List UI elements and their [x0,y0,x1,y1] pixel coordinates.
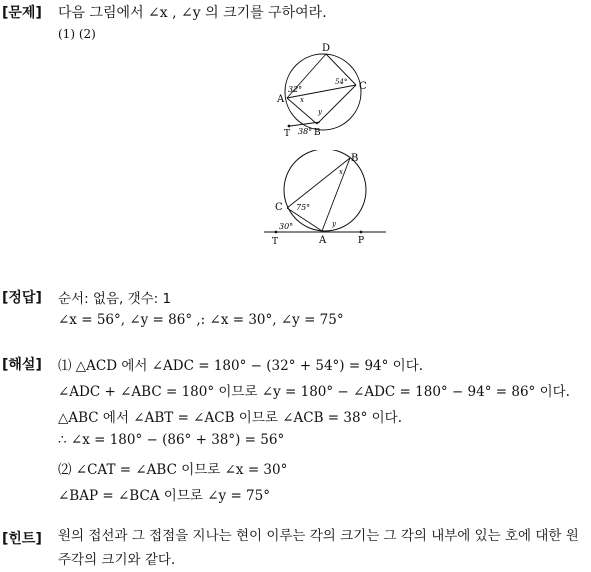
angle-32: 32° [288,85,303,94]
var-y: y [332,220,336,228]
solution-line-5: ⑵ ∠CAT = ∠ABC 이므로 ∠x = 30° [58,462,288,478]
angle-75: 75° [296,203,311,212]
point-t-dot [275,231,278,234]
problem-label: [문제] [2,5,42,21]
label-c: C [359,81,367,92]
problem-question: 다음 그림에서 ∠x , ∠y 의 크기를 구하여라. [58,5,327,21]
var-x: x [300,96,304,104]
solution-line-2: ∠ADC + ∠ABC = 180° 이므로 ∠y = 180° − ∠ADC = 180° − 94° = 86° 이다. [58,384,570,400]
figure-2 [262,150,392,248]
hint-text: 원의 접선과 그 접점을 지나는 현이 이루는 각의 크기는 그 각의 내부에 있는 호에 대한 원주각의 크기와 같다. [58,528,579,568]
label-t: T [272,237,279,247]
answer-label: [정답] [2,290,42,306]
angle-54: 54° [335,78,348,86]
sub-figure-labels: (1) (2) [58,27,96,41]
label-a: A [319,235,327,246]
label-d: D [322,43,331,54]
answer-value: ∠x = 56°, ∠y = 86° ,: ∠x = 30°, ∠y = 75° [58,312,344,328]
label-c: C [275,202,283,213]
point-t-dot [288,125,291,128]
label-a: A [277,94,285,105]
solution-line-3: △ABC 에서 ∠ABT = ∠ACB 이므로 ∠ACB = 38° 이다. [58,410,402,426]
hint-label: [힌트] [2,531,42,547]
label-b: B [351,153,359,164]
var-y: y [318,108,322,116]
answer-meta: 순서: 없음, 갯수: 1 [58,291,172,307]
angle-30: 30° [279,222,294,231]
label-b: B [314,128,321,138]
var-x: x [339,168,343,176]
solution-line-6: ∠BAP = ∠BCA 이므로 ∠y = 75° [58,488,270,504]
label-t: T [284,129,291,139]
figure-1 [270,40,390,140]
solution-line-4: ∴ ∠x = 180° − (86° + 38°) = 56° [58,432,285,448]
solution-label: [해설] [2,357,42,373]
point-p-dot [360,231,363,234]
solution-line-1: ⑴ △ACD 에서 ∠ADC = 180° − (32° + 54°) = 94° 이다. [58,358,424,374]
angle-38: 38° [298,127,313,136]
label-p: P [358,236,365,246]
